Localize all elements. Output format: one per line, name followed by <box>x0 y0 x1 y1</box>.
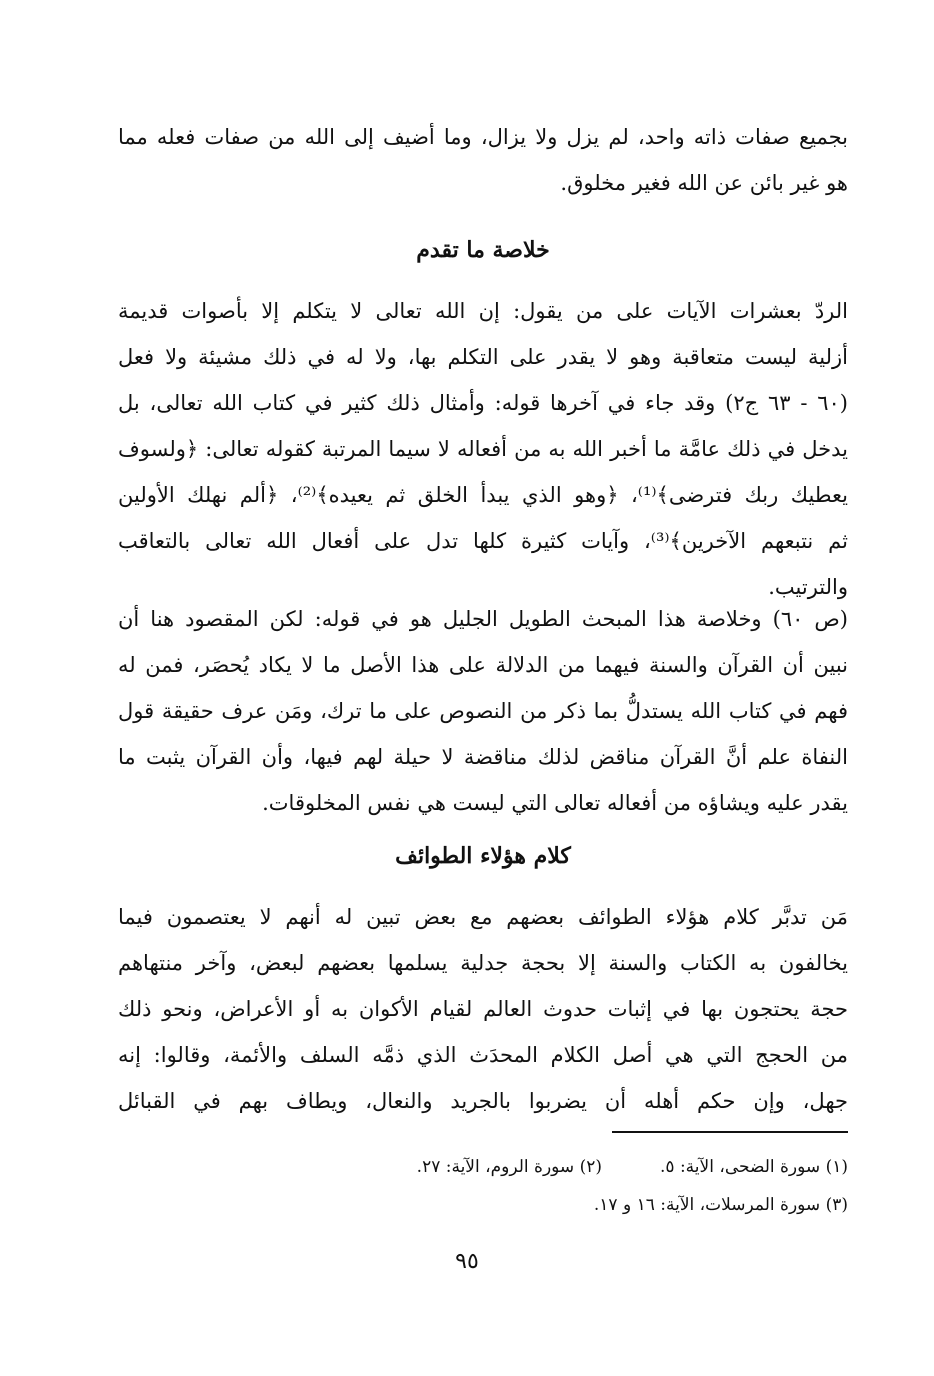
text-line: (ص ٦٠) وخلاصة هذا المبحث الطويل الجليل هو في قوله: لكن المقصود هنا أن <box>118 607 848 631</box>
text-line: بجميع صفات ذاته واحد، لم يزل ولا يزال، وما أضيف إلى الله من صفات فعله مما <box>118 125 848 149</box>
text-line: أزلية ليست متعاقبة وهو لا يقدر على التكلم بها، ولا له في ذلك مشيئة ولا فعل <box>118 345 848 369</box>
text-line: مَن تدبَّر كلام هؤلاء الطوائف بعضهم مع بعض تبين له أنهم لا يعتصمون فيما <box>118 905 848 929</box>
text-line: النفاة علم أنَّ القرآن مناقض لذلك مناقضة لا حيلة لهم فيها، وأن القرآن يثبت ما <box>118 745 848 769</box>
text-line: نبين أن القرآن والسنة فيهما من الدلالة على هذا الأصل ما لا يكاد يُحصَر، فمن له <box>118 653 848 677</box>
paragraph-conclusion <box>118 596 848 826</box>
page-number: ٩٥ <box>455 1249 479 1274</box>
footnote-separator <box>612 1131 848 1133</box>
text-line: ثم نتبعهم الآخرين﴾⁽³⁾، وآيات كثيرة كلها تدل على أفعال الله تعالى بالتعاقب <box>118 529 848 553</box>
section-heading-summary: خلاصة ما تقدم <box>416 237 550 263</box>
paragraph-continuation <box>118 114 848 206</box>
text-line: حجة يحتجون بها في إثبات حدوث العالم لقيام الأكوان به أو الأعراض، ونحو ذلك <box>118 997 848 1021</box>
text-line: فهم في كتاب الله يستدلُّ بما ذكر من النصوص على ما ترك، ومَن عرف حقيقة قول <box>118 699 848 723</box>
text-line: من الحجج التي هي أصل الكلام المحدَث الذي ذمَّه السلف والأئمة، وقالوا: إنه <box>118 1043 848 1067</box>
footnote-1: (١) سورة الضحى، الآية: ٥. <box>660 1157 848 1177</box>
text-line: هو غير بائن عن الله فغير مخلوق. <box>560 171 848 195</box>
text-line: يخالفون به الكتاب والسنة إلا بحجة جدلية يسلمها بعضهم لبعض، وآخر منتهاهم <box>118 951 848 975</box>
text-line: الردّ بعشرات الآيات على من يقول: إن الله تعالى لا يتكلم إلا بأصوات قديمة <box>118 299 848 323</box>
section-heading-sects: كلام هؤلاء الطوائف <box>395 843 571 869</box>
text-line: (٦٠ - ٦٣ ج٢) وقد جاء في آخرها قوله: وأمثال ذلك كثير في كتاب الله تعالى، بل <box>118 391 848 415</box>
paragraph-summary <box>118 288 848 610</box>
footnote-3: (٣) سورة المرسلات، الآية: ١٦ و ١٧. <box>593 1195 848 1215</box>
footnote-2: (٢) سورة الروم، الآية: ٢٧. <box>416 1157 602 1177</box>
text-line: يعطيك ربك فترضى﴾⁽¹⁾، ﴿وهو الذي يبدأ الخلق ثم يعيده﴾⁽²⁾، ﴿ألم نهلك الأولين <box>118 483 848 507</box>
footnotes-row-2 <box>118 1190 848 1220</box>
paragraph-sects <box>118 894 848 1124</box>
text-line: يدخل في ذلك عامَّة ما أخبر الله به من أفعاله لا سيما المرتبة كقوله تعالى: ﴿ولسوف <box>118 437 848 461</box>
footnotes-row-1 <box>118 1152 848 1182</box>
text-line: والترتيب. <box>768 575 848 599</box>
text-line: يقدر عليه ويشاؤه من أفعاله تعالى التي ليست هي نفس المخلوقات. <box>262 791 848 815</box>
text-line: جهل، وإن حكم أهله أن يضربوا بالجريد والنعال، ويطاف بهم في القبائل <box>118 1089 848 1113</box>
